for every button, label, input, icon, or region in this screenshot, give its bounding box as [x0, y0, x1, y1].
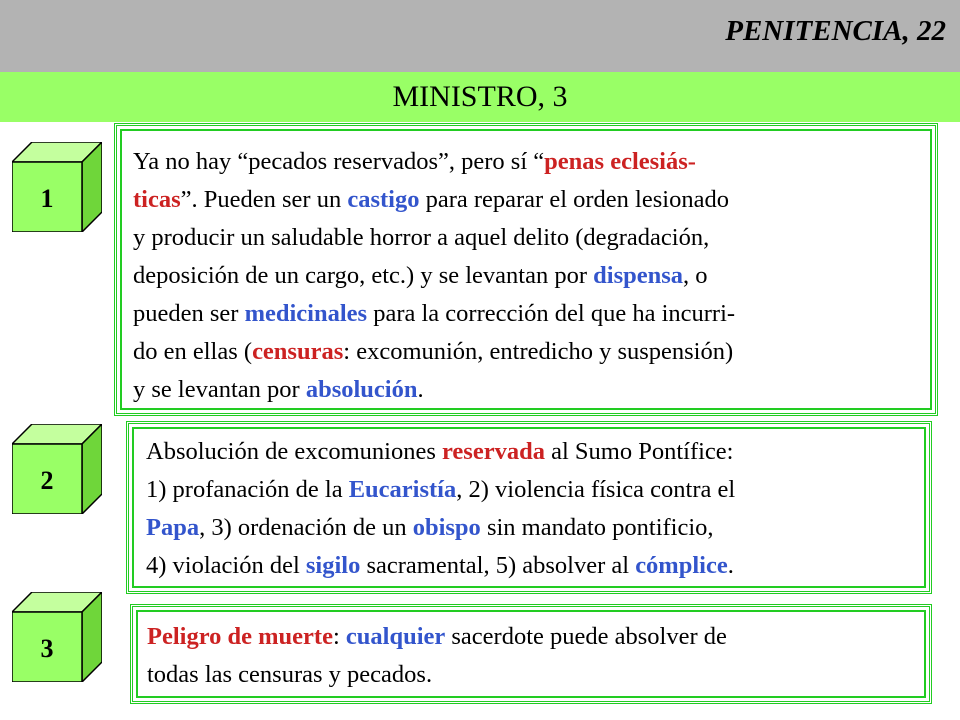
text-segment: sacerdote puede absolver de — [445, 623, 727, 650]
highlight-term: penas eclesiás- — [544, 148, 696, 175]
text-segment: 1) profanación de la — [146, 476, 349, 503]
highlight-term: sigilo — [305, 552, 361, 579]
highlight-term: censuras — [252, 338, 344, 365]
text-segment: , 2) violencia física contra el — [456, 476, 736, 503]
text-line — [133, 371, 735, 409]
highlight-term: dispensa — [593, 262, 684, 289]
text-segment: todas las censuras y pecados. — [147, 661, 433, 688]
highlight-term: reservada — [442, 438, 545, 465]
header-bar — [0, 0, 960, 72]
section-number-cube-2 — [12, 424, 102, 514]
text-segment: Ya no hay “pecados reservados”, pero sí “ — [133, 148, 545, 175]
section-box-2 — [126, 421, 932, 594]
text-segment: Absolución de excomuniones — [146, 438, 442, 465]
text-segment: para reparar el orden lesionado — [419, 186, 729, 213]
highlight-term: Papa — [146, 514, 200, 541]
text-segment: . — [727, 552, 734, 579]
section-box-1 — [114, 123, 938, 416]
highlight-term: absolución — [305, 376, 418, 403]
text-line — [147, 618, 727, 656]
subheader-bar — [0, 72, 960, 122]
text-line — [133, 181, 735, 219]
text-segment: y se levantan por — [133, 376, 306, 403]
highlight-term: Peligro de muerte — [147, 623, 333, 650]
page-subtitle: MINISTRO, 3 — [392, 80, 568, 113]
text-segment: para la corrección del que ha incurri- — [367, 300, 736, 327]
text-segment: pueden ser — [133, 300, 245, 327]
text-line — [133, 333, 735, 371]
text-segment: do en ellas ( — [133, 338, 253, 365]
section-number: 1 — [40, 184, 54, 213]
text-line — [146, 547, 735, 585]
text-segment: : excomunión, entredicho y suspensión) — [343, 338, 734, 365]
text-segment: . — [417, 376, 424, 403]
highlight-term: Eucaristía — [348, 476, 457, 503]
section-text-2 — [146, 433, 735, 585]
text-segment: ”. Pueden ser un — [180, 186, 348, 213]
text-line — [146, 471, 735, 509]
page-title: PENITENCIA, 22 — [725, 15, 946, 47]
section-box-3 — [130, 604, 932, 704]
text-line — [146, 509, 735, 547]
highlight-term: cómplice — [635, 552, 728, 579]
text-line — [133, 143, 735, 181]
highlight-term: medicinales — [244, 300, 368, 327]
text-line — [147, 656, 727, 694]
section-text-1 — [133, 143, 735, 409]
text-line — [133, 219, 735, 257]
text-line — [133, 257, 735, 295]
text-segment: sacramental, 5) absolver al — [360, 552, 636, 579]
text-segment: al Sumo Pontífice: — [544, 438, 734, 465]
highlight-term: cualquier — [345, 623, 446, 650]
section-number: 3 — [40, 634, 54, 663]
section-number-cube-1 — [12, 142, 102, 232]
text-line — [146, 433, 735, 471]
text-segment: 4) violación del — [146, 552, 306, 579]
highlight-term: castigo — [347, 186, 420, 213]
text-segment: : — [332, 623, 346, 650]
section-text-3 — [147, 618, 727, 694]
highlight-term: ticas — [133, 186, 181, 213]
text-segment: deposición de un cargo, etc.) y se levantan por — [133, 262, 594, 289]
section-number-cube-3 — [12, 592, 102, 682]
text-segment: y producir un saludable horror a aquel delito (degradación, — [133, 224, 710, 251]
text-segment: , o — [683, 262, 708, 289]
text-segment: sin mandato pontificio, — [480, 514, 714, 541]
text-line — [133, 295, 735, 333]
section-number: 2 — [40, 466, 54, 495]
text-segment: , 3) ordenación de un — [199, 514, 413, 541]
highlight-term: obispo — [412, 514, 481, 541]
